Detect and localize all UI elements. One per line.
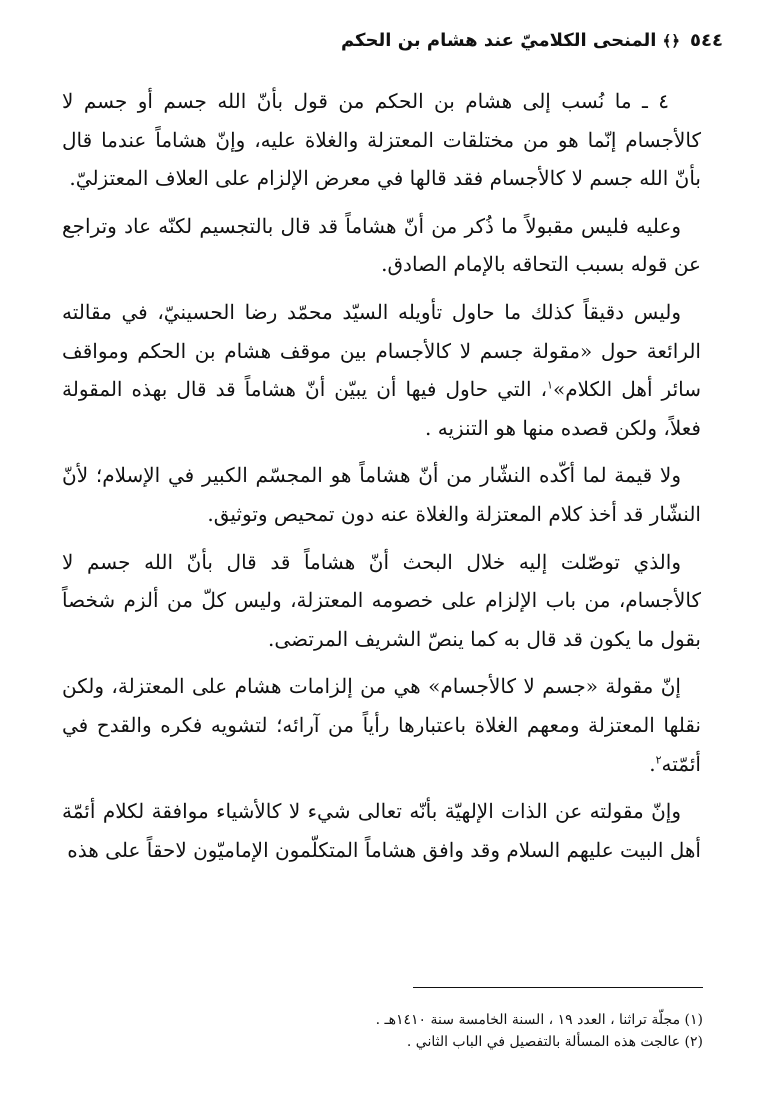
running-title: المنحى الكلاميّ عند هشام بن الحكم xyxy=(340,30,657,51)
footnotes xyxy=(40,1009,703,1053)
paragraph: وليس دقيقاً كذلك ما حاول تأويله السيّد محمّد رضا الحسينيّ، في مقالته الرائعة حول «مقولة جسم لا كالأجسام بين موقف هشام بن الحكم ومواقف سائر أهل الكلام»$^١$، التي حاول فيها أن يبيّن أنّ هشاماً قد قال بهذه المقولة فعلاً، ولكن قصده منها هو التنزيه . xyxy=(62,299,702,440)
running-header xyxy=(40,30,723,60)
footnote-marker[interactable]: ١ xyxy=(547,378,553,392)
paragraph: ٤ ـ ما نُسب إلى هشام بن الحكم من قول بأنّ الله جسم أو جسم لا كالأجسام إنّما هو من مختلقات المعتزلة والغلاة عليه، وإنّ هشاماً عندما قال بأنّ الله جسم لا كالأجسام فقد قالها في معرض الإلزام على العلاف المعتزليّ. xyxy=(62,89,701,191)
paragraph: وإنّ مقولته عن الذات الإلهيّة بأنّه تعالى شيء لا كالأشياء موافقة لكلام أئمّة أهل البيت عليهم السلام وقد وافق هشاماً المتكلّمون الإماميّون لاحقاً على هذه xyxy=(62,799,701,862)
paragraph: ولا قيمة لما أكّده النشّار من أنّ هشاماً هو المجسّم الكبير في الإسلام؛ لأنّ النشّار قد أخذ كلام المعتزلة والغلاة عنه دون تمحيص وتوثيق. xyxy=(62,463,701,526)
paragraph: إنّ مقولة «جسم لا كالأجسام» هي من إلزامات هشام على المعتزلة، ولكن نقلها المعتزلة ومعهم الغلاة باعتبارها رأياً من آرائه؛ لتشويه فكره والقدح في أئمّته$^٢$. xyxy=(62,674,701,776)
paragraph: وعليه فليس مقبولاً ما ذُكر من أنّ هشاماً قد قال بالتجسيم لكنّه عاد وتراجع عن قوله بسبب التحاقه بالإمام الصادق. xyxy=(62,213,701,277)
paragraph: والذي توصّلت إليه خلال البحث أنّ هشاماً قد قال بأنّ الله جسم لا كالأجسام، من باب الإلزام على خصومه المعتزلة، وليس كلّ من ألزم شخصاً بقول ما يكون قد قال به كما ينصّ الشريف المرتضى. xyxy=(62,549,701,651)
footnote: (١) مجلّة تراثنا ، العدد ١٩ ، السنة الخامسة سنة ١٤١٠هـ . xyxy=(375,1012,703,1028)
footnote-marker[interactable]: ٢ xyxy=(655,752,662,766)
footnote-divider xyxy=(413,987,703,988)
main-text xyxy=(62,82,701,878)
footnote: (٢) عالجت هذه المسألة بالتفصيل في الباب الثاني . xyxy=(406,1034,703,1050)
page-number: ٥٤٤ xyxy=(690,30,723,51)
ornament-icon: ﴿﴾ xyxy=(662,32,681,50)
